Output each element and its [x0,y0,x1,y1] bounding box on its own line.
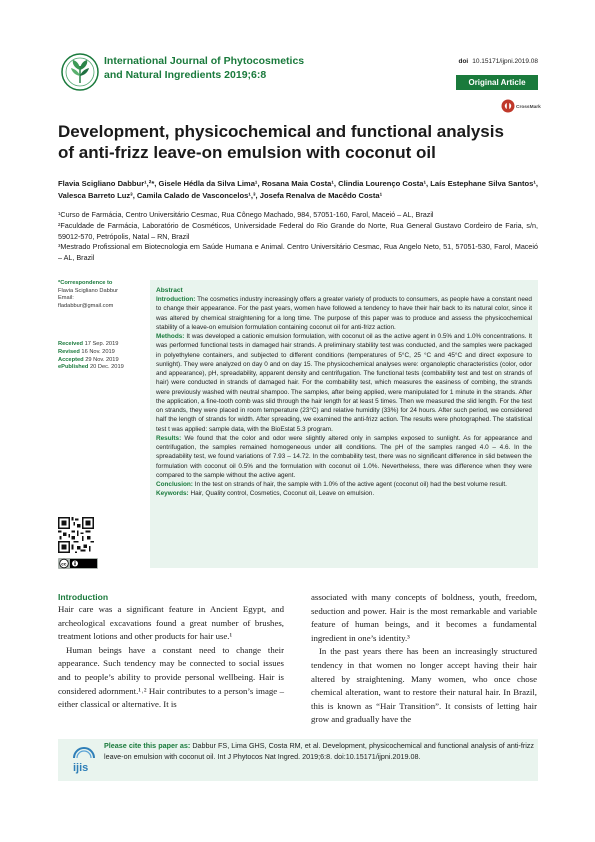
introduction-label: Introduction: [156,296,196,303]
correspondence-name: Flavia Scigliano Dabbur [58,287,119,294]
paper-title-line2: of anti-frizz leave-on emulsion with coconut oil [58,143,436,162]
email-label: Email: [58,295,74,302]
epublished-label: ePublished [58,364,89,371]
abstract-keywords [156,489,532,498]
conclusion-text: In the test on strands of hair, the sample with 1.0% of the active agent (coconut oil) had the best volume result. [194,481,507,488]
citation-body: Dabbur FS, Lima GHS, Costa RM, et al. Development, physicochemical and functional analysis of anti-frizz leave-on emulsion with coconut oil. Int J Phytocos Nat Ingred. 2019;6:8. doi:10.15171/ijpni.2019.08. [104,741,534,761]
affiliation-1: ¹Curso de Farmácia, Centro Universitário Cesmac, Rua Cônego Machado, 984, 57051-160, Farol, Maceió – AL, Brazil [58,210,434,219]
body-paragraph: In the past years there has been an increasingly structured tendency in that women no longer accept having their hair altered by straightening. Many women, who once chose chemical alteration, want to restore their natural hair. In Brazil, this is known as “Hair Transition”. It consists of letting hair grow and gradually have the [311,646,537,725]
body-column-left [58,591,284,712]
introduction-heading: Introduction [58,592,109,602]
conclusion-label: Conclusion: [156,481,193,488]
doi-label: doi [458,58,469,65]
ijis-logo-text: ijis [73,762,89,774]
author-list: Flavia Scigliano Dabbur¹,²*, Gisele Hédla da Silva Lima¹, Rosana Maia Costa¹, Clindia Lourenço Costa¹, Laís Estephane Silva Santos¹, Valesca Barreto Luz³, Camila Calado de Vasconcelos¹,³, Josefa Renalva de Macêdo Costa¹ [58,179,538,200]
revised-label: Revised [58,348,80,355]
creative-commons-icon[interactable] [58,558,98,569]
svg-text:cc: cc [61,561,67,567]
results-text: We found that the color and odor were slightly altered only in samples exposed to sunlight. As for appearance and centrifugation, the samples remained homogeneous under alll conditions. The pH of the samples ranged 4.0 – 4.6. In the spreadability test, we found variations of 7.93 – 14.72. In the combability test, there was no significant difference in slid between the formulation with coconut oil 0.5% and the formulation with coconut oil 1.0%. Nevertheless, there was difference when they were compared to the sample without the active agent. [156,434,532,479]
revised-date [58,349,144,357]
article-type-badge: Original Article [456,75,538,90]
journal-title [104,55,364,82]
citation-text [104,741,534,762]
abstract-box [150,280,538,568]
received-value: 17 Sep. 2019 [84,341,119,348]
ijis-logo-icon [70,744,98,774]
body-column-right [311,591,537,727]
epublished-date [58,364,144,372]
doi [458,58,538,65]
methods-label: Methods: [156,333,185,340]
paper-title-line1: Development, physicochemical and functional analysis [58,122,504,141]
introduction-text: The cosmetics industry increasingly offers a greater variety of products to consumers, as people have a constant need to change their appearance. For the past years, women have followed a tendency to have their hair back to its natural color, since it was altered by chemical straightening for a long time. The purpose of this paper was to produce and assess the physicochemical stability of a leave-on emulsion formulation containing coconut oil for anti-frizz action. [156,296,532,331]
correspondence-heading: *Correspondence to [58,280,113,286]
affiliation-3: ³Mestrado Profissional em Biotecnologia em Saúde Humana e Animal. Centro Universitário Cesmac, Rua Angelo Neto, 51, 57051-530, Farol, Maceió – AL, Brazil [58,242,538,263]
accepted-label: Accepted [58,356,84,363]
revised-value: 16 Nov. 2019 [81,348,115,355]
journal-logo-icon [60,52,100,92]
citation-label: Please cite this paper as: [104,741,191,750]
results-label: Results: [156,434,182,442]
affiliation-2: ²Faculdade de Farmácia, Laboratório de Cosméticos, Universidade Federal do Rio Grande do Norte, Rua General Gustavo Cordeiro de Faria, s/n, 59012-570, Petrópolis, Natal – RN, Brazil [58,220,538,241]
email-address[interactable]: fladabbur@gmail.com [58,302,114,309]
abstract-results [156,434,532,480]
body-paragraph: associated with many concepts of boldness, youth, freedom, seduction and power. Hair is the most remarkable and variable feature of human beings, and it becomes a fundamental ingredient in one’s identity.³ [311,592,537,643]
methods-text: It was developed a cationic emulsion formulation, with coconut oil as the active agent in 0.5% and 1.0% concentrations. It was performed functional tests in damaged hair strands. A preliminary stability test was conducted, and the samples were packaged in polyethylene containers, and subjected to different conditions (temperatures of 5°C, 25 °C and 45°C and direct exposure to sunlight). They were analyzed on day 0 and on day 15. The physicochemical analyses were: organoleptic characteristics (color, odor and appearance), pH, spreadability, apparent density and centrifugation. The functional tests (combability test and test on strands of hair) were conducted in strands of damaged hair. For the combability test, which measures the easiness of combing, the strands were previously washed with neutral shampoo. The samples, after being applied, were manipulated for 1 minute in the strands. After the application, a fine-tooth comb was slid through the hair length for at least 5 times. Then we measured the slid length. For the test on strands, they were placed in room temperature (23°C) and relative humidity (33%) for 24 hours. After such period, we considered half the length of strands for width. After spreading, we examined the anti-frizz action. The results were photographed. The statistical test t was applied: sample data, with the BioEstat 5.3 program. [156,333,533,433]
body-paragraph: Hair care was a significant feature in Ancient Egypt, and archeological excavations found a great number of brushes, treatment lotions and other products for hair use.¹ [58,604,284,642]
affiliations [58,210,538,264]
received-label: Received [58,341,83,348]
received-date [58,341,144,349]
crossmark-icon[interactable] [501,98,541,114]
paper-title [58,121,538,163]
accepted-date [58,357,144,365]
qr-code-icon[interactable] [58,517,94,553]
doi-value[interactable]: 10.15171/ijpni.2019.08 [472,58,538,65]
abstract-conclusion [156,480,532,489]
body-paragraph: Human beings have a constant need to change their appearance. Such tendency may be connected to social issues and to people’s ability to provide personal wellbeing. Hair is considered adornment.¹˒² Hair contributes to a person’s image – either classical or alternative. It is [58,644,284,710]
keywords-label: Keywords: [156,490,189,498]
epublished-value: 20 Dec. 2019 [89,364,124,371]
abstract-methods [156,332,532,434]
accepted-value: 29 Nov. 2019 [85,356,119,363]
abstract-introduction [156,295,532,332]
keywords-text: Hair, Quality control, Cosmetics, Coconut oil, Leave on emulsion. [190,490,375,498]
journal-title-line2: and Natural Ingredients 2019;6:8 [104,68,267,81]
abstract-heading: Abstract [156,287,183,294]
crossmark-label: CrossMark [516,105,541,110]
journal-title-line1: International Journal of Phytocosmetics [104,55,305,67]
article-info-sidebar [58,280,144,372]
